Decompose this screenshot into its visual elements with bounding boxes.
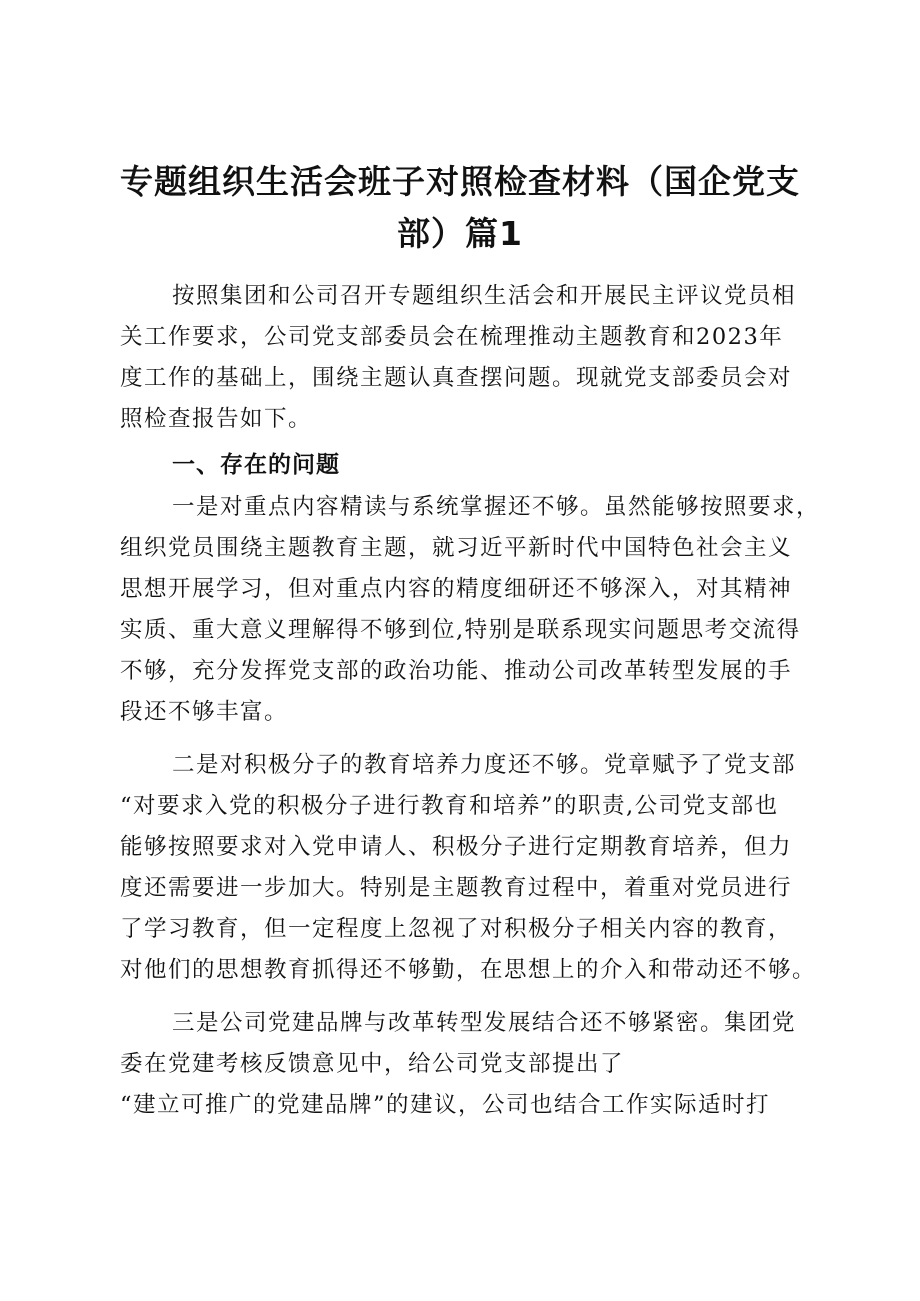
paragraph-2-line-4: 度还需要进一步加大。特别是主题教育过程中，着重对党员进行 [120,875,793,901]
paragraph-1-line-2: 组织党员围绕主题教育主题，就习近平新时代中国特色社会主义 [120,535,793,561]
intro-line-1: 按照集团和公司召开专题组织生活会和开展民主评议党员相 [172,283,797,309]
paragraph-1-line-1: 一是对重点内容精读与系统掌握还不够。虽然能够按照要求， [172,494,821,520]
title-line-1: 专题组织生活会班子对照检查材料（国企党支 [120,162,800,201]
paragraph-1-line-4: 实质、重大意义理解得不够到位,特别是联系现实问题思考交流得 [120,617,801,643]
paragraph-2 [120,745,830,991]
intro-line-4: 照检查报告如下。 [120,406,313,432]
paragraph-2-line-3: 能够按照要求对入党申请人、积极分子进行定期教育培养，但力 [120,834,793,860]
paragraph-3-line-2: 委在党建考核反馈意见中，给公司党支部提出了 [120,1051,625,1077]
title-line-2: 部）篇1 [397,214,523,253]
paragraph-3 [120,1003,830,1126]
document-title [100,156,820,260]
paragraph-1 [120,487,830,733]
section-heading: 一、存在的问题 [172,452,340,478]
paragraph-1-line-5: 不够，充分发挥党支部的政治功能、推动公司改革转型发展的手 [120,658,793,684]
paragraph-3-line-3: “建立可推广的党建品牌”的建议，公司也结合工作实际适时打 [120,1092,771,1118]
paragraph-2-line-6: 对他们的思想教育抓得还不够勤，在思想上的介入和带动还不够。 [120,957,817,983]
intro-line-2: 关工作要求，公司党支部委员会在梳理推动主题教育和2023年 [120,324,784,350]
paragraph-2-line-5: 了学习教育，但一定程度上忽视了对积极分子相关内容的教育， [120,916,793,942]
paragraph-1-line-3: 思想开展学习，但对重点内容的精度细研还不够深入，对其精神 [120,576,793,602]
paragraph-2-line-2: “对要求入党的积极分子进行教育和培养”的职责,公司党支部也 [120,793,779,819]
paragraph-2-line-1: 二是对积极分子的教育培养力度还不够。党章赋予了党支部 [172,752,797,778]
intro-line-3: 度工作的基础上，围绕主题认真查摆问题。现就党支部委员会对 [120,365,793,391]
intro-paragraph [120,276,830,440]
paragraph-3-line-1: 三是公司党建品牌与改革转型发展结合还不够紧密。集团党 [172,1010,797,1036]
paragraph-1-line-6: 段还不够丰富。 [120,699,289,725]
